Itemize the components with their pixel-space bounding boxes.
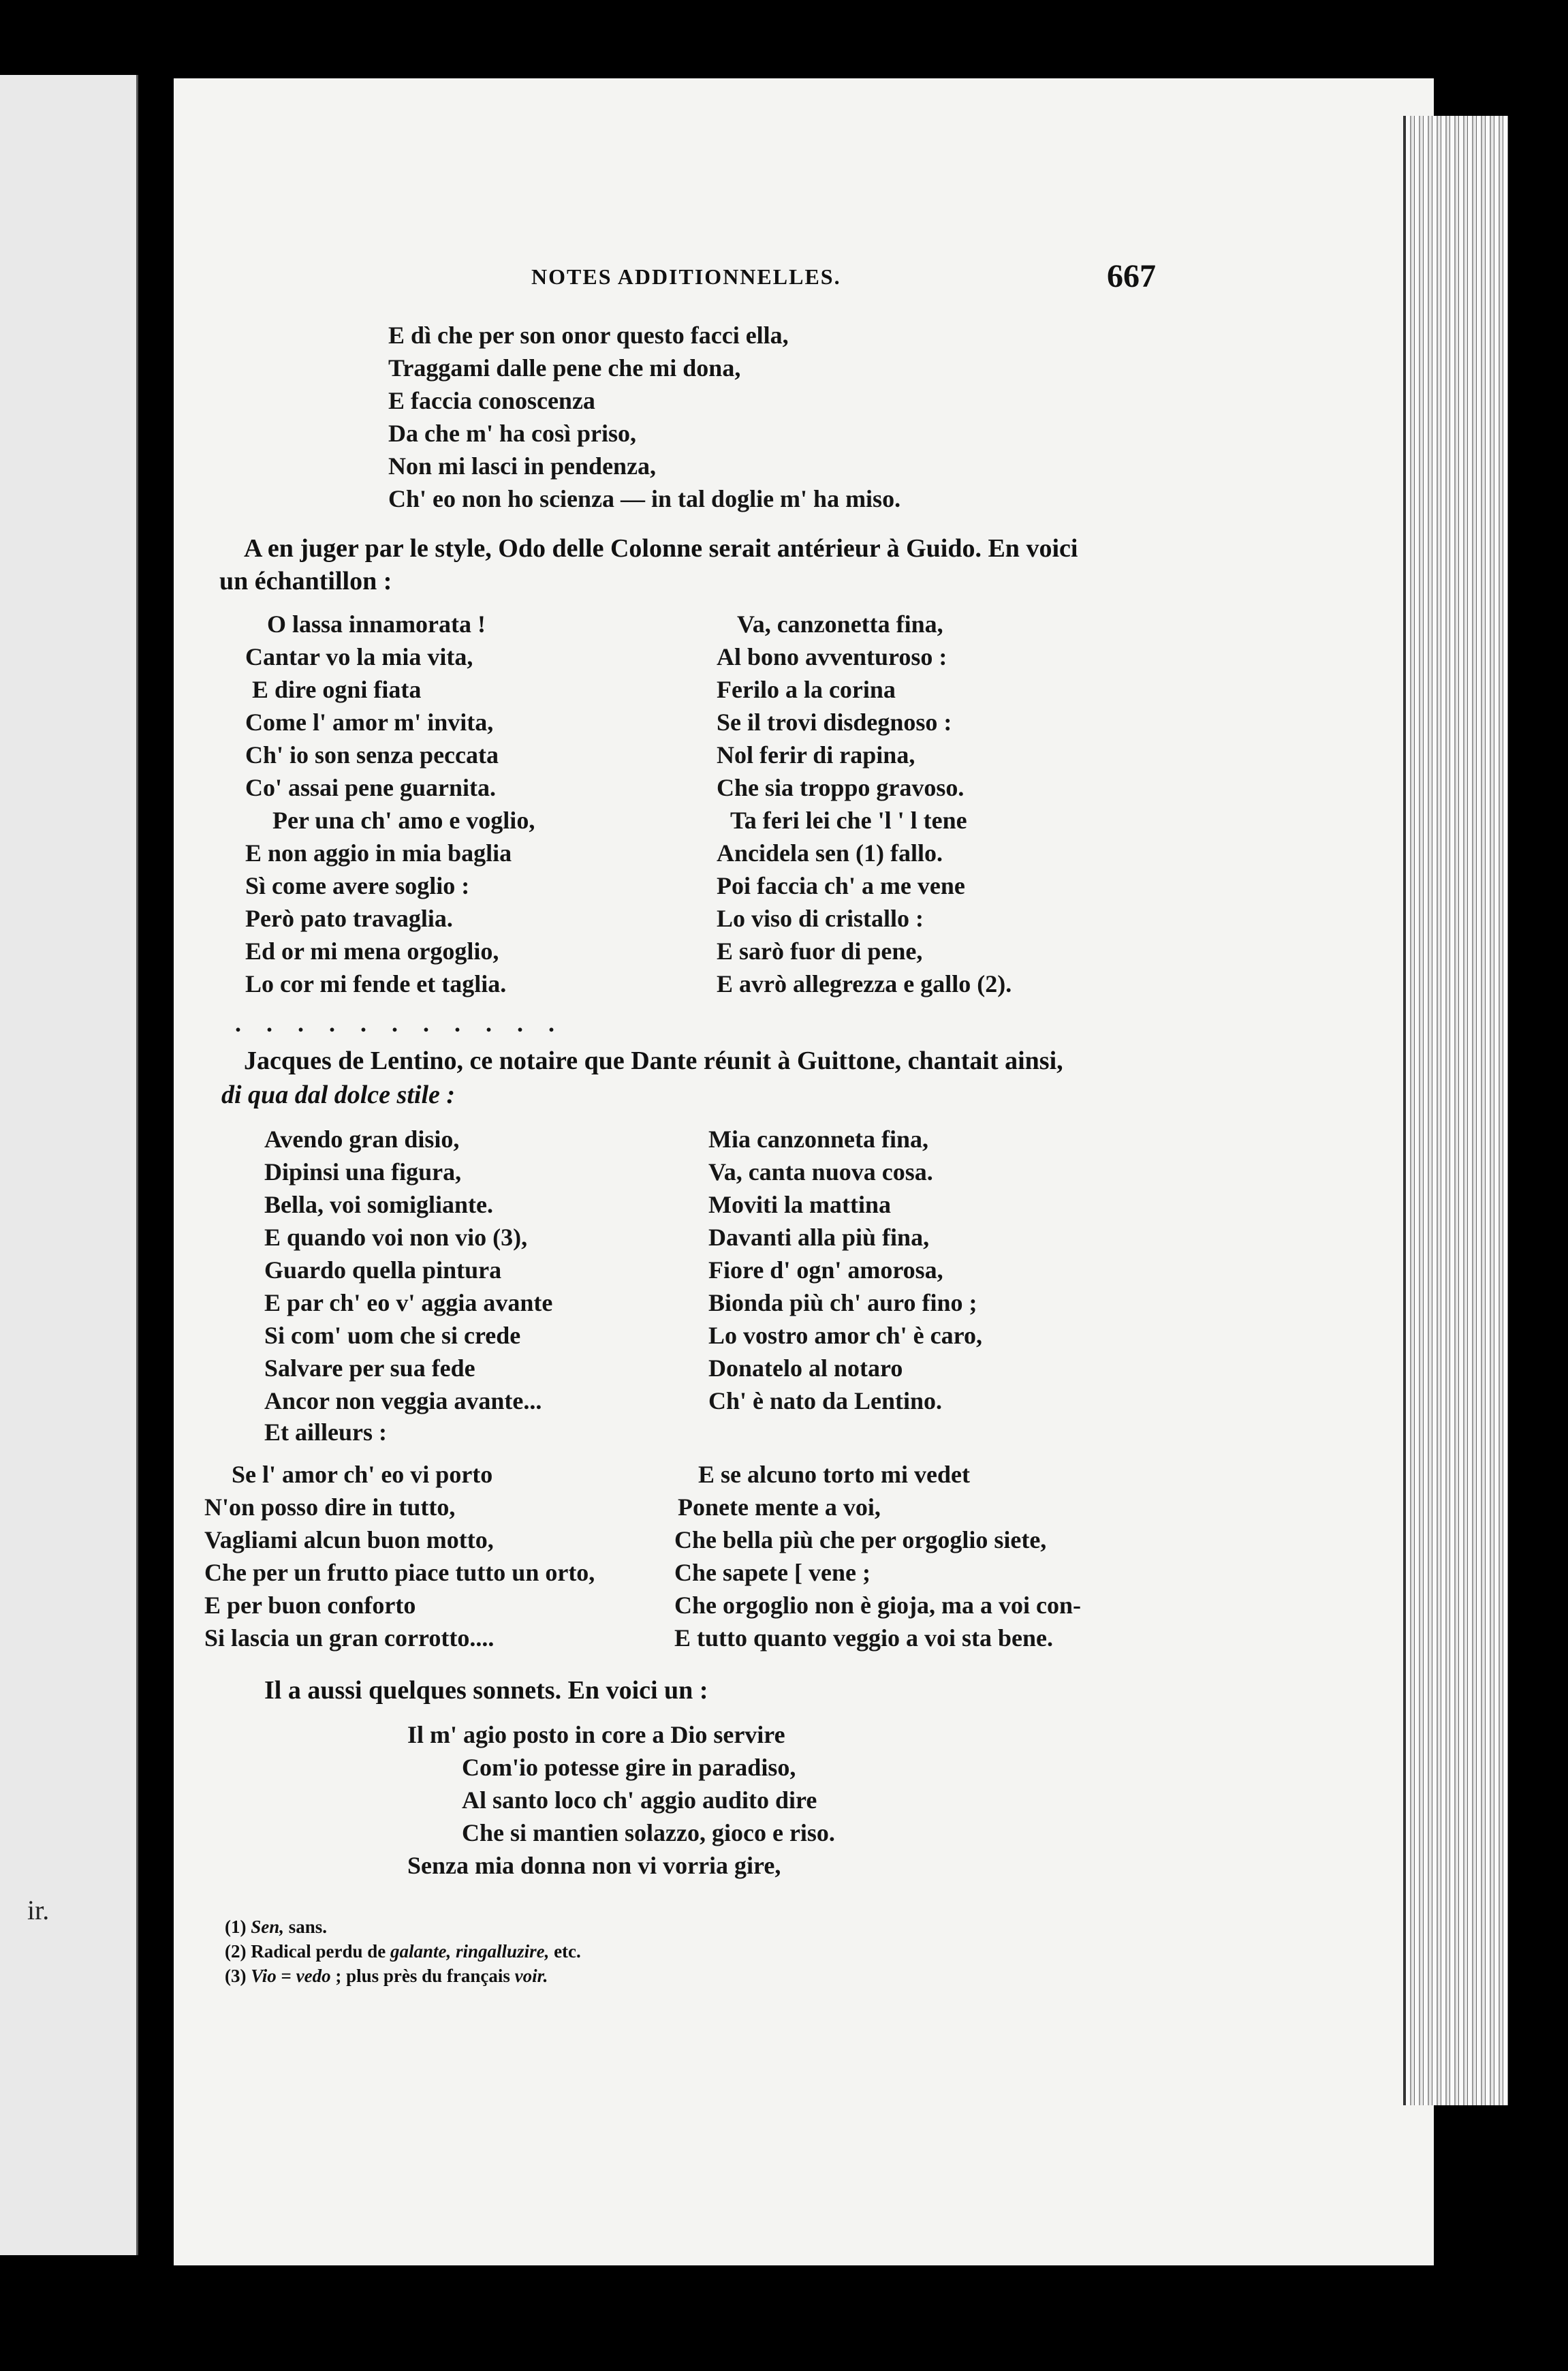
jacques-poem-left bbox=[264, 1123, 552, 1417]
footnote-term-3: voir. bbox=[514, 1966, 548, 1986]
verse-line: Va, canzonetta fina, bbox=[737, 610, 943, 638]
verse-line: Che sia troppo gravoso. bbox=[717, 774, 965, 801]
paragraph-odo-line1: A en juger par le style, Odo delle Colonne serait antérieur à Guido. En voici bbox=[244, 534, 1078, 563]
jacques-poem-right bbox=[708, 1123, 982, 1417]
verse-line: Se l' amor ch' eo vi porto bbox=[232, 1461, 493, 1488]
verse-line: E dì che per son onor questo facci ella, bbox=[388, 322, 789, 349]
verse-line: Fiore d' ogn' amorosa, bbox=[708, 1256, 943, 1284]
footnote-3 bbox=[225, 1964, 581, 1988]
verse-line: Sì come avere soglio : bbox=[245, 872, 470, 899]
footnote-text-after: etc. bbox=[549, 1941, 581, 1962]
verse-line: Donatelo al notaro bbox=[708, 1354, 903, 1382]
verse-line: Che sapete [ vene ; bbox=[674, 1559, 871, 1586]
footnote-text-after: ; plus près du français bbox=[330, 1966, 515, 1986]
odo-poem-right bbox=[717, 608, 1012, 1000]
running-header: NOTES ADDITIONNELLES. bbox=[531, 264, 841, 289]
verse-line: Ancidela sen (1) fallo. bbox=[717, 839, 943, 867]
footnote-text: Radical perdu de bbox=[251, 1941, 391, 1962]
verse-line: Si com' uom che si crede bbox=[264, 1322, 521, 1349]
verse-line: Davanti alla più fina, bbox=[708, 1224, 930, 1251]
page-number: 667 bbox=[1107, 258, 1156, 294]
verse-line: E per buon conforto bbox=[204, 1592, 416, 1619]
verse-line: E non aggio in mia baglia bbox=[245, 839, 512, 867]
verse-line: E par ch' eo v' aggia avante bbox=[264, 1289, 553, 1316]
ailleurs-poem-right bbox=[674, 1458, 1081, 1654]
verse-line: Bella, voi somigliante. bbox=[264, 1191, 493, 1218]
verse-line: Ferilo a la corina bbox=[717, 676, 896, 703]
verse-line: Salvare per sua fede bbox=[264, 1354, 475, 1382]
verse-line: Co' assai pene guarnita. bbox=[245, 774, 497, 801]
verse-line: Nol ferir di rapina, bbox=[717, 741, 915, 769]
verse-line: Com'io potesse gire in paradiso, bbox=[462, 1754, 796, 1781]
verse-line: O lassa innamorata ! bbox=[267, 610, 486, 638]
paragraph-jacques-line2: di qua dal dolce stile : bbox=[221, 1081, 456, 1109]
footnote-mark: (2) bbox=[225, 1941, 247, 1962]
verse-line: E sarò fuor di pene, bbox=[717, 937, 923, 965]
verse-line: Lo vostro amor ch' è caro, bbox=[708, 1322, 982, 1349]
left-page-edge bbox=[0, 75, 138, 2255]
verse-line: Cantar vo la mia vita, bbox=[245, 643, 473, 670]
paragraph-odo-line2: un échantillon : bbox=[219, 567, 392, 595]
verse-line: Che per un frutto piace tutto un orto, bbox=[204, 1559, 595, 1586]
verse-line: Ancor non veggia avante... bbox=[264, 1387, 542, 1414]
et-ailleurs: Et ailleurs : bbox=[264, 1419, 387, 1446]
verse-line: Ch' io son senza peccata bbox=[245, 741, 499, 769]
verse-line: E tutto quanto veggio a voi sta bene. bbox=[674, 1624, 1054, 1652]
verse-line: Ch' eo non ho scienza — in tal doglie m' ha miso. bbox=[388, 485, 901, 512]
verse-line: Poi faccia ch' a me vene bbox=[717, 872, 965, 899]
verse-line: Si lascia un gran corrotto.... bbox=[204, 1624, 495, 1652]
verse-line: Senza mia donna non vi vorria gire, bbox=[407, 1852, 781, 1879]
verse-line: Che orgoglio non è gioja, ma a voi con- bbox=[674, 1592, 1081, 1619]
footnote-text: sans. bbox=[284, 1917, 328, 1937]
verse-line: Come l' amor m' invita, bbox=[245, 709, 494, 736]
paragraph-jacques-line1: Jacques de Lentino, ce notaire que Dante réunit à Guittone, chantait ainsi, bbox=[244, 1047, 1063, 1075]
footnote-text: = bbox=[276, 1966, 296, 1986]
ellipsis-line: . . . . . . . . . . . bbox=[235, 1010, 564, 1037]
footnote-1 bbox=[225, 1915, 581, 1939]
verse-line: E faccia conoscenza bbox=[388, 387, 595, 414]
verse-line: Vagliami alcun buon motto, bbox=[204, 1526, 494, 1553]
footnote-mark: (3) bbox=[225, 1966, 247, 1986]
verse-line: Lo cor mi fende et taglia. bbox=[245, 970, 507, 997]
verse-line: E se alcuno torto mi vedet bbox=[698, 1461, 970, 1488]
verse-line: Ch' è nato da Lentino. bbox=[708, 1387, 943, 1414]
footnote-mark: (1) bbox=[225, 1917, 247, 1937]
verse-line: Non mi lasci in pendenza, bbox=[388, 452, 657, 480]
sonnet bbox=[407, 1718, 835, 1882]
verse-line: Avendo gran disio, bbox=[264, 1126, 460, 1153]
verse-line: E dire ogni fiata bbox=[252, 676, 422, 703]
verse-line: Al santo loco ch' aggio audito dire bbox=[462, 1786, 817, 1814]
poem-intro bbox=[388, 319, 900, 515]
footnote-term-2: vedo bbox=[296, 1966, 331, 1986]
verse-line: Lo viso di cristallo : bbox=[717, 905, 924, 932]
verse-line: Guardo quella pintura bbox=[264, 1256, 502, 1284]
left-page-fragment: ir. bbox=[27, 1895, 50, 1925]
verse-line: Dipinsi una figura, bbox=[264, 1158, 462, 1186]
verse-line: Ed or mi mena orgoglio, bbox=[245, 937, 499, 965]
verse-line: Però pato travaglia. bbox=[245, 905, 453, 932]
verse-line: Mia canzonneta fina, bbox=[708, 1126, 928, 1153]
footnote-term: galante, ringalluzire, bbox=[390, 1941, 550, 1962]
verse-line: Ta feri lei che 'l ' l tene bbox=[730, 807, 967, 834]
book-fore-edge bbox=[1403, 116, 1508, 2105]
verse-line: E quando voi non vio (3), bbox=[264, 1224, 528, 1251]
ailleurs-poem-left bbox=[204, 1458, 595, 1654]
verse-line: Moviti la mattina bbox=[708, 1191, 891, 1218]
footnote-2 bbox=[225, 1939, 581, 1964]
verse-line: Bionda più ch' auro fino ; bbox=[708, 1289, 977, 1316]
verse-line: Il m' agio posto in core a Dio servire bbox=[407, 1721, 785, 1748]
paragraph-sonnets: Il a aussi quelques sonnets. En voici un : bbox=[264, 1676, 708, 1705]
verse-line: N'on posso dire in tutto, bbox=[204, 1493, 456, 1521]
footnote-term: Sen, bbox=[251, 1917, 285, 1937]
verse-line: Per una ch' amo e voglio, bbox=[272, 807, 535, 834]
odo-poem-left bbox=[245, 608, 535, 1000]
footnotes bbox=[225, 1915, 581, 1988]
verse-line: Da che m' ha così priso, bbox=[388, 420, 636, 447]
verse-line: Va, canta nuova cosa. bbox=[708, 1158, 933, 1186]
verse-line: E avrò allegrezza e gallo (2). bbox=[717, 970, 1012, 997]
verse-line: Che si mantien solazzo, gioco e riso. bbox=[462, 1819, 835, 1846]
verse-line: Al bono avventuroso : bbox=[717, 643, 947, 670]
verse-line: Se il trovi disdegnoso : bbox=[717, 709, 952, 736]
verse-line: Che bella più che per orgoglio siete, bbox=[674, 1526, 1047, 1553]
verse-line: Ponete mente a voi, bbox=[678, 1493, 881, 1521]
footnote-term: Vio bbox=[251, 1966, 277, 1986]
verse-line: Traggami dalle pene che mi dona, bbox=[388, 354, 741, 382]
